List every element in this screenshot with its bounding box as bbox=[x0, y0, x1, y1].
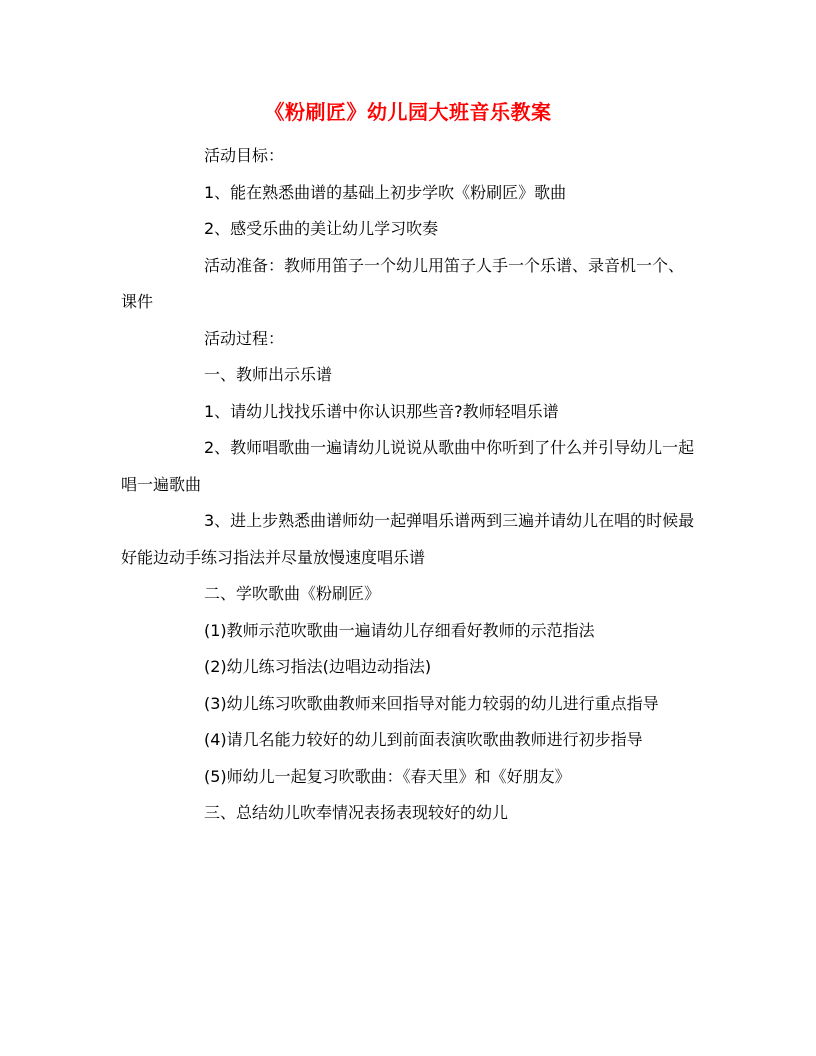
paragraph: (1)教师示范吹歌曲一遍请幼儿存细看好教师的示范指法 bbox=[204, 620, 595, 640]
document-body bbox=[121, 138, 697, 832]
paragraph: 1、请幼儿找找乐谱中你认识那些音?教师轻唱乐谱 bbox=[204, 401, 559, 421]
paragraph: 活动过程： bbox=[204, 328, 285, 348]
page-title: 《粉刷匠》幼儿园大班音乐教案 bbox=[264, 100, 552, 124]
paragraph: 2、感受乐曲的美让幼儿学习吹奏 bbox=[204, 219, 439, 238]
paragraph: (5)师幼儿一起复习吹歌曲：《春天里》和《好朋友》 bbox=[204, 766, 571, 786]
paragraph: 2、教师唱歌曲一遍请幼儿说说从歌曲中你听到了什么并引导幼儿一起唱一遍歌曲 bbox=[121, 438, 695, 494]
paragraph: (2)幼儿练习指法(边唱边动指法) bbox=[204, 657, 432, 676]
paragraph: (3)幼儿练习吹歌曲教师来回指导对能力较弱的幼儿进行重点指导 bbox=[204, 693, 659, 713]
paragraph: 三、总结幼儿吹奉情况表扬表现较好的幼儿 bbox=[204, 803, 509, 822]
paragraph: 活动目标： bbox=[204, 146, 285, 165]
paragraph: (4)请几名能力较好的幼儿到前面表演吹歌曲教师进行初步指导 bbox=[204, 730, 643, 749]
paragraph: 一、教师出示乐谱 bbox=[204, 365, 333, 384]
paragraph: 3、进上步熟悉曲谱师幼一起弹唱乐谱两到三遍并请幼儿在唱的时候最好能边动手练习指法并尽量放慢速度唱乐谱 bbox=[121, 511, 695, 567]
paragraph: 二、学吹歌曲《粉刷匠》 bbox=[204, 584, 381, 603]
paragraph: 1、能在熟悉曲谱的基础上初步学吹《粉刷匠》歌曲 bbox=[204, 182, 567, 202]
paragraph: 活动准备：教师用笛子一个幼儿用笛子人手一个乐谱、录音机一个、课件 bbox=[121, 255, 685, 311]
